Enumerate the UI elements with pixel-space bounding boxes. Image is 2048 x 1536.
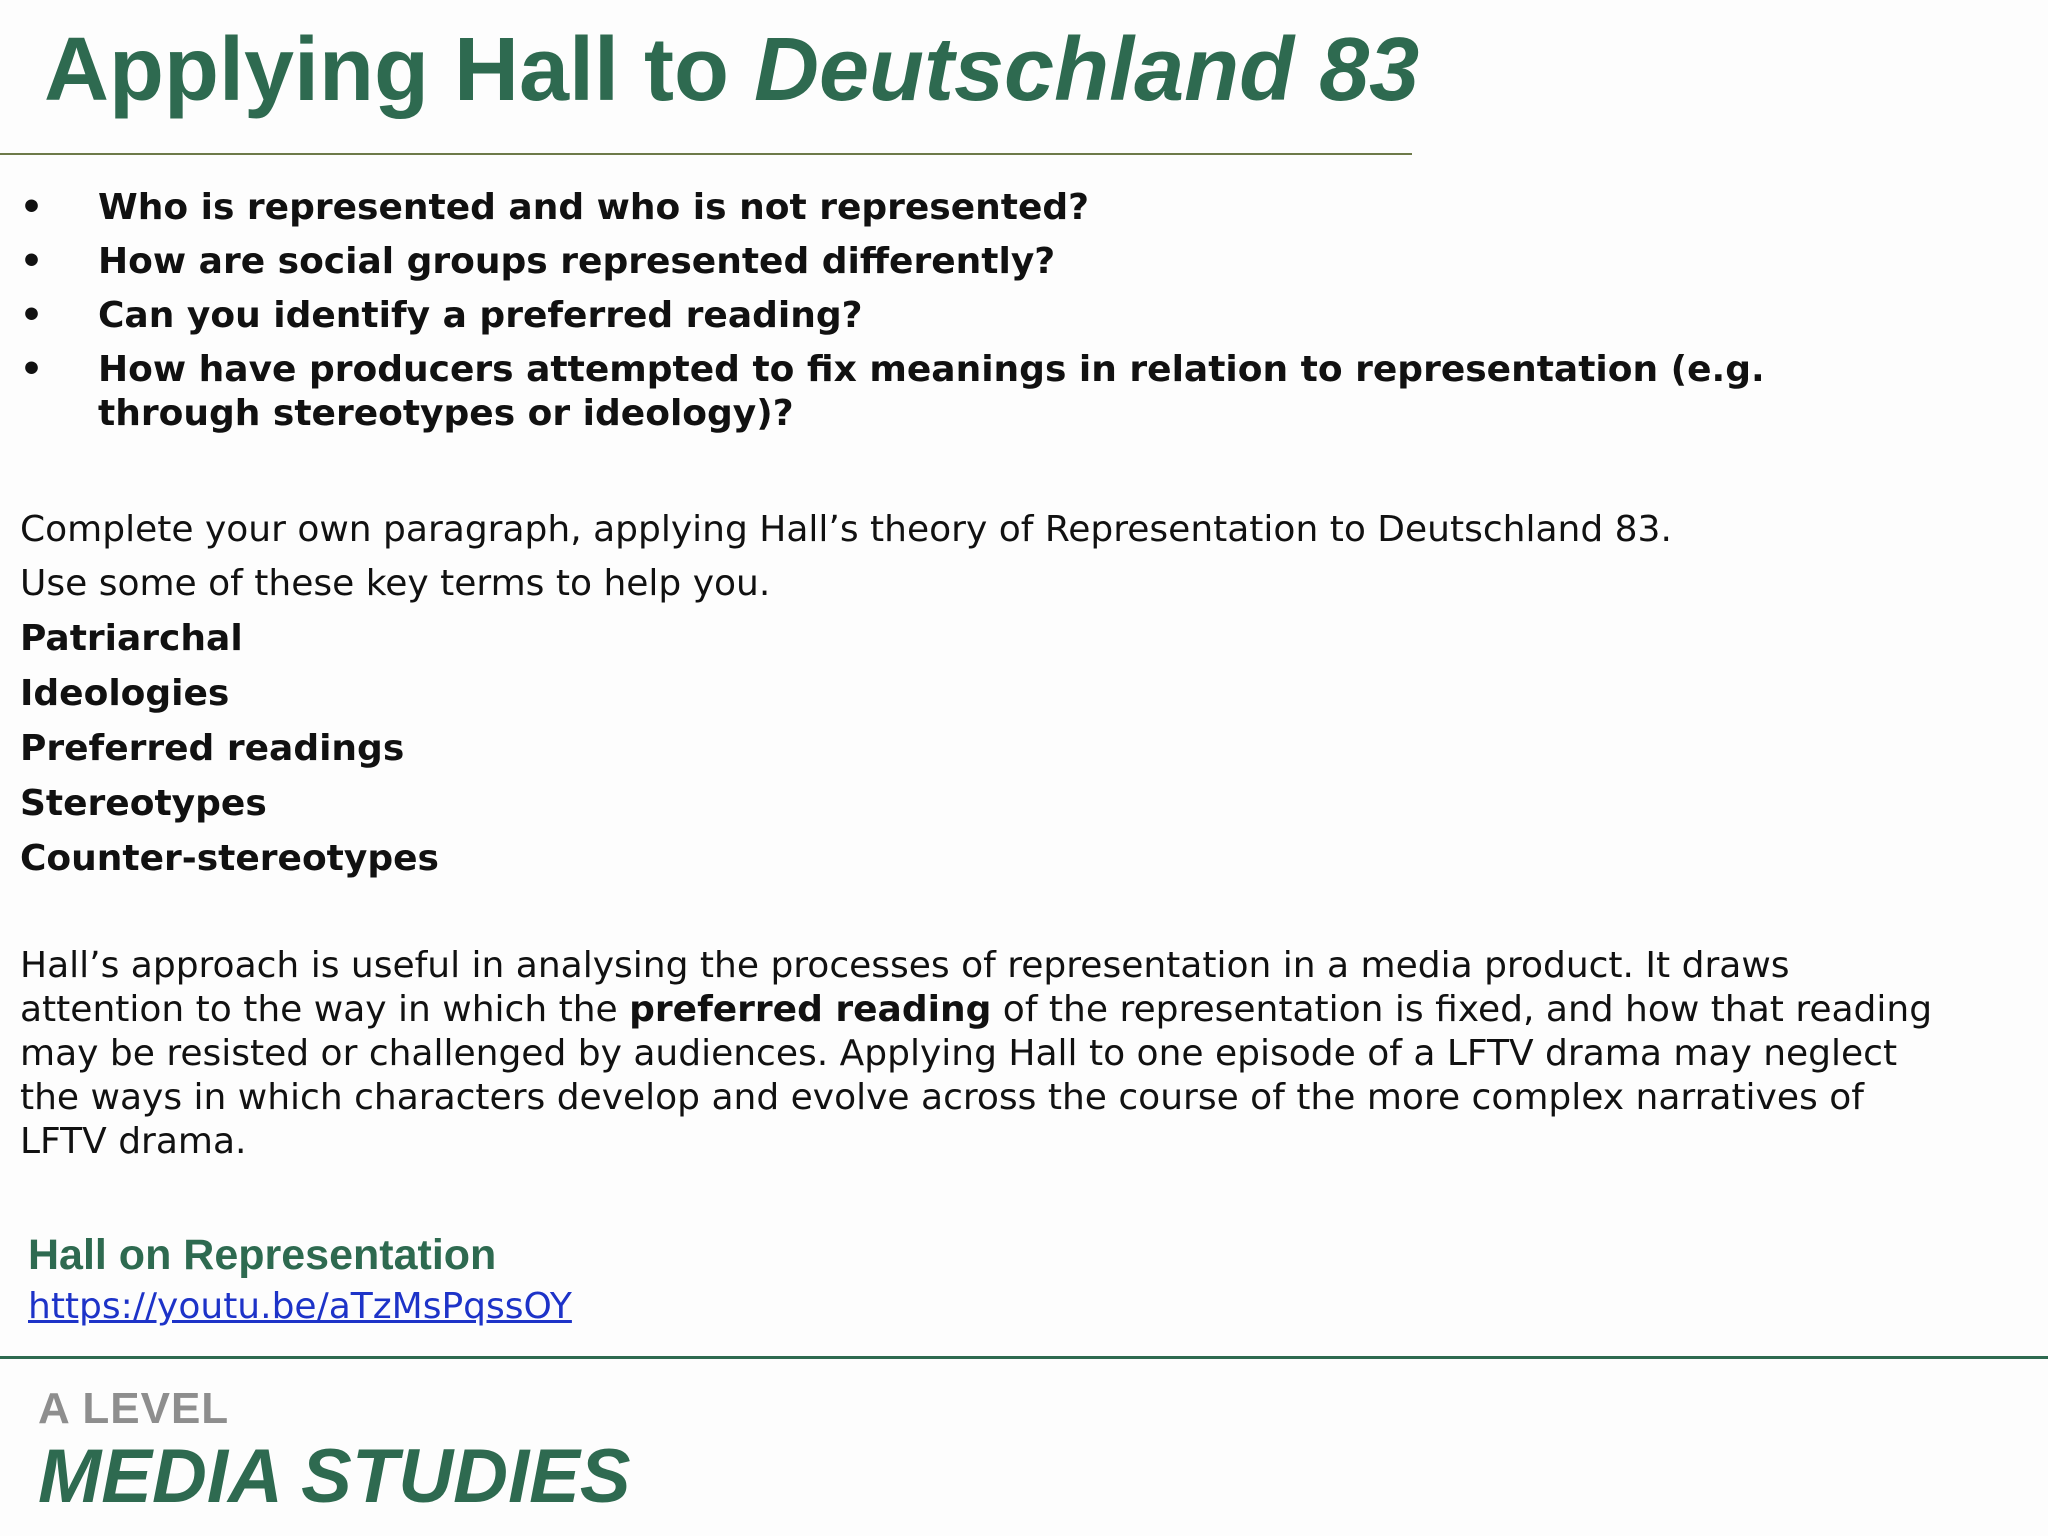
video-link[interactable]: https://youtu.be/aTzMsPqssOY [28, 1286, 572, 1327]
question-text: How are social groups represented differently? [98, 241, 1056, 282]
slide-title-italic: Deutschland 83 [753, 20, 1420, 120]
question-text: Can you identify a preferred reading? [98, 295, 863, 336]
key-term: Stereotypes [20, 783, 267, 824]
footer-divider [0, 1356, 2048, 1359]
question-item [20, 186, 1920, 230]
key-term: Preferred readings [20, 728, 405, 769]
slide-title-main: Applying Hall to [44, 20, 754, 120]
question-list [20, 186, 1920, 446]
question-text: Who is represented and who is not represented? [98, 187, 1090, 228]
task-prompt: Use some of these key terms to help you. [20, 563, 771, 604]
evaluation-paragraph [20, 944, 1950, 1164]
bullet-icon: • [20, 295, 44, 336]
logo-subject-text: MEDIA STUDIES [38, 1434, 631, 1519]
evaluation-bold-term: preferred reading [629, 989, 992, 1030]
question-item [20, 348, 1920, 436]
course-logo [38, 1384, 631, 1520]
task-instruction: Complete your own paragraph, applying Hall’s theory of Representation to Deutschland 83. [20, 509, 1672, 550]
key-term: Counter-stereotypes [20, 838, 439, 879]
evaluation-text-end: of the representation is fixed, and how that reading may be resisted or challenged by audiences. Applying Hall to one episode of a LFTV drama may neglect the ways in which characters develop and evolve across the course of the more complex narratives of LFTV drama. [20, 989, 1933, 1162]
slide-title [44, 18, 1419, 122]
title-divider [0, 153, 1412, 155]
question-item [20, 240, 1920, 284]
bullet-icon: • [20, 241, 44, 282]
bullet-icon: • [20, 349, 44, 390]
evaluation-text-start: Hall’s approach is useful in analysing the processes of representation in a media product. It draws attention to the way in which the [20, 945, 1790, 1030]
key-term: Ideologies [20, 673, 230, 714]
question-text: How have producers attempted to fix meanings in relation to representation (e.g. through stereotypes or ideology)? [98, 349, 1765, 434]
resource-heading: Hall on Representation [28, 1231, 497, 1279]
task-section [20, 503, 1920, 886]
logo-level-text: A LEVEL [38, 1384, 230, 1433]
bullet-icon: • [20, 187, 44, 228]
key-term: Patriarchal [20, 618, 243, 659]
question-item [20, 294, 1920, 338]
